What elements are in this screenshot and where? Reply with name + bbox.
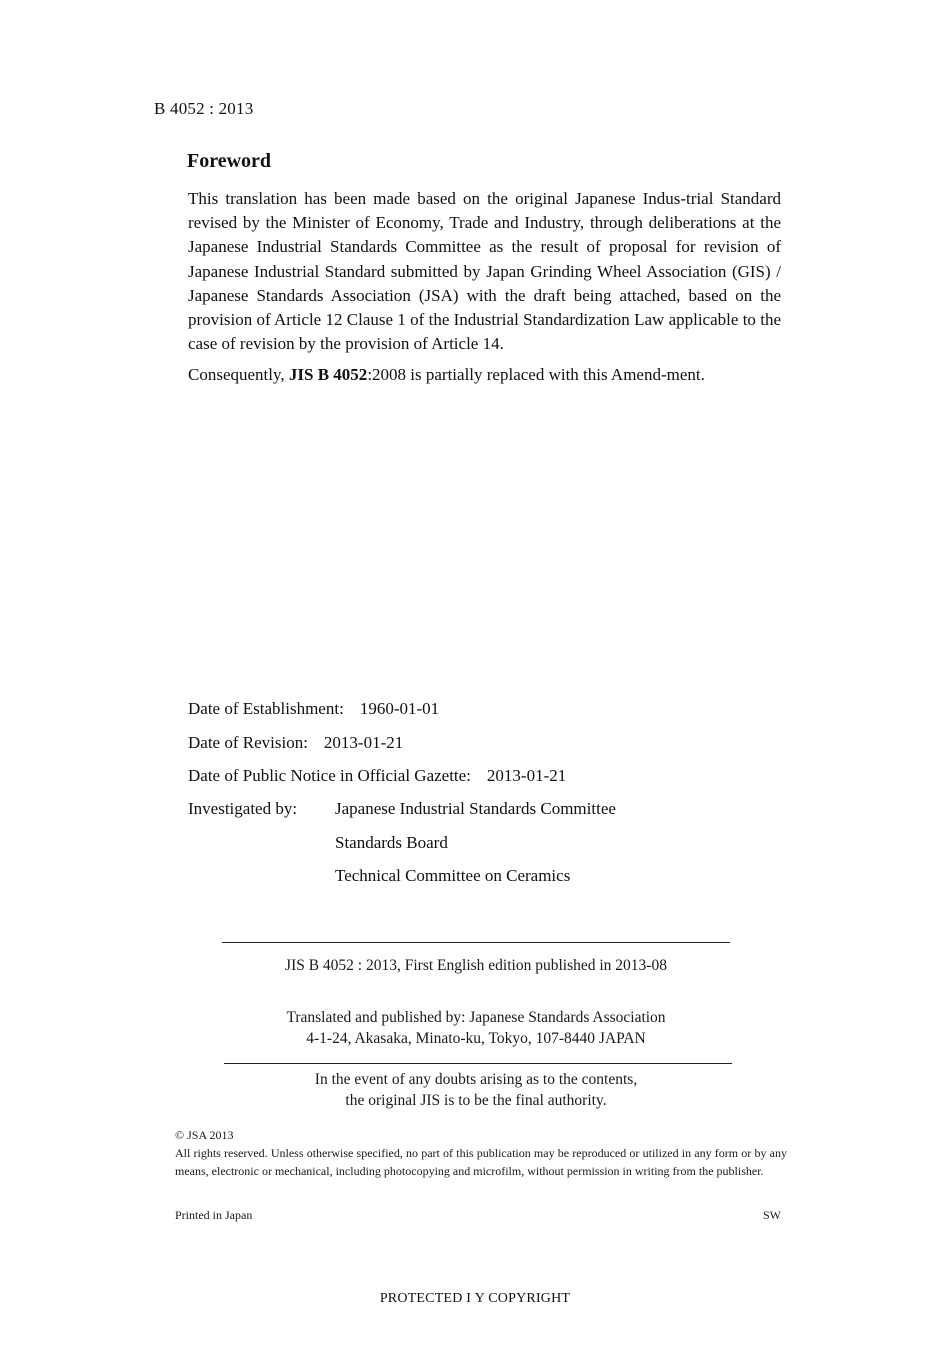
foreword-paragraph-2 bbox=[188, 363, 781, 387]
protected-by-copyright-footer: PROTECTED І Y COPYRIGHT bbox=[379, 1291, 571, 1306]
publisher-block bbox=[222, 1007, 730, 1049]
revision-date-row bbox=[188, 733, 403, 753]
investigating-body-line: Japanese Industrial Standards Committee bbox=[335, 799, 616, 818]
investigated-by-label: Investigated by: bbox=[188, 799, 298, 818]
investigating-body-line: Standards Board bbox=[335, 833, 448, 852]
rights-statement: All rights reserved. Unless otherwise specified, no part of this publication may be reproduced or utilized in any form or by any means, electronic or mechanical, including photocopying and microfilm, without permission in writing from the publisher. bbox=[175, 1146, 787, 1178]
foreword-paragraph-2-suffix: :2008 is partially replaced with this Amend-ment. bbox=[367, 365, 705, 385]
divider-bottom bbox=[224, 1063, 732, 1064]
establishment-date-label: Date of Establishment: bbox=[188, 699, 344, 718]
document-code: B 4052 : 2013 bbox=[154, 99, 254, 118]
foreword-body bbox=[188, 187, 781, 388]
establishment-date-row bbox=[188, 699, 439, 719]
publisher-line: Translated and published by: Japanese Standards Association bbox=[286, 1009, 666, 1026]
public-notice-date-label: Date of Public Notice in Official Gazette: bbox=[188, 766, 471, 785]
public-notice-date-value: 2013-01-21 bbox=[486, 766, 567, 785]
copyright-notice: © JSA 2013 bbox=[175, 1128, 234, 1142]
foreword-paragraph-2-prefix: Consequently, bbox=[188, 365, 289, 385]
printed-in-label: Printed in Japan bbox=[175, 1208, 253, 1222]
referenced-standard: JIS B 4052 bbox=[288, 365, 368, 385]
foreword-heading: Foreword bbox=[187, 150, 272, 172]
revision-date-label: Date of Revision: bbox=[188, 733, 308, 752]
investigating-body-line: Technical Committee on Ceramics bbox=[335, 866, 571, 885]
foreword-paragraph-1: This translation has been made based on the original Japanese Indus-trial Standard revised by the Minister of Economy, Trade and Industry, through deliberations at the Japanese Industrial Standards Committee as the result of proposal for revision of Japanese Industrial Standard submitted by Japan Grinding Wheel Association (GIS) / Japanese Standards Association (JSA) with the draft being attached, based on the provision of Article 12 Clause 1 of the Industrial Standardization Law applicable to the case of revision by the provision of Article 14. bbox=[188, 189, 781, 354]
authority-notice bbox=[222, 1069, 730, 1111]
print-code: SW bbox=[763, 1208, 781, 1222]
authority-notice-line-1: In the event of any doubts arising as to the contents, bbox=[314, 1071, 638, 1088]
revision-date-value: 2013-01-21 bbox=[323, 733, 404, 752]
publisher-address: 4-1-24, Akasaka, Minato-ku, Tokyo, 107-8440 JAPAN bbox=[306, 1030, 646, 1047]
establishment-date-value: 1960-01-01 bbox=[359, 699, 440, 718]
edition-statement: JIS B 4052 : 2013, First English edition published in 2013-08 bbox=[285, 957, 667, 974]
divider-top bbox=[222, 942, 730, 943]
public-notice-date-row bbox=[188, 766, 566, 786]
authority-notice-line-2: the original JIS is to be the final authority. bbox=[345, 1092, 607, 1109]
